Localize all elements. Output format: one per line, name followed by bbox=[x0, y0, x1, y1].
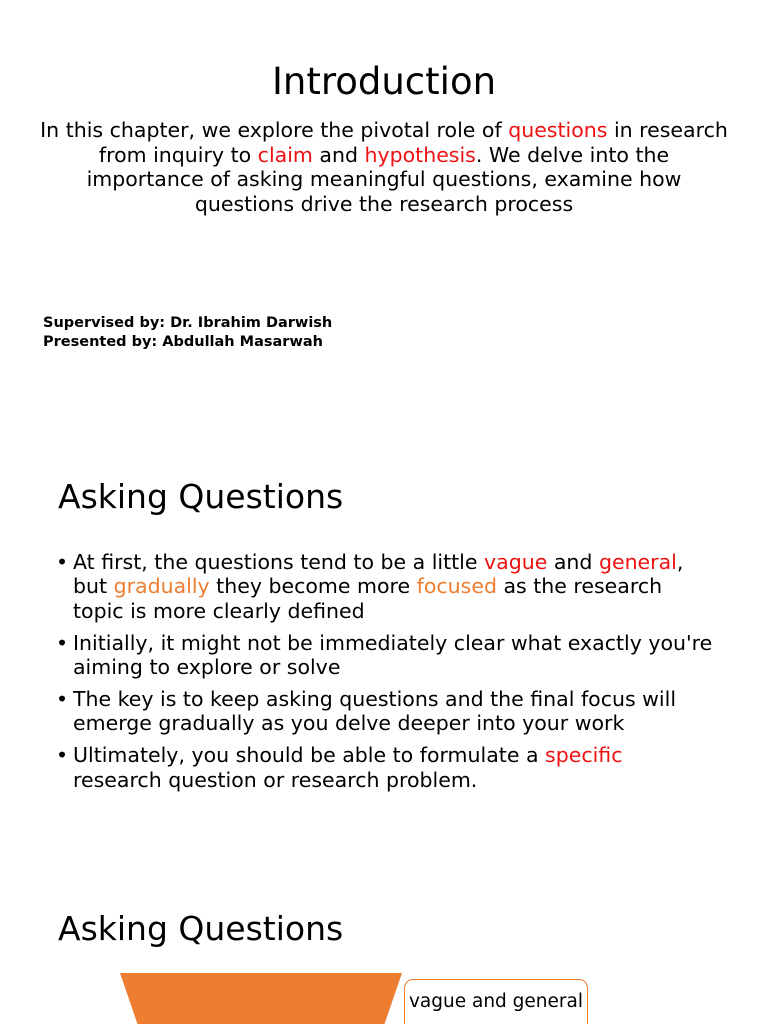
keyword-focused: focused bbox=[416, 574, 497, 599]
bullet-text: Initially, it might not be immediately clear what exactly you're aiming to explore or solve bbox=[73, 630, 713, 680]
credits bbox=[43, 314, 332, 352]
bullet-marker: • bbox=[56, 630, 69, 655]
bullet-marker: • bbox=[56, 743, 69, 768]
bullet-marker: • bbox=[56, 550, 69, 574]
keyword-questions: questions bbox=[508, 118, 608, 142]
intro-text-segment: and bbox=[312, 142, 365, 167]
funnel-top-trapezoid bbox=[120, 973, 402, 1024]
keyword-gradually: gradually bbox=[113, 574, 210, 599]
intro-text-segment: in research from inquiry to bbox=[98, 118, 728, 167]
bullet-marker: • bbox=[56, 687, 69, 712]
intro-text-segment: In this chapter, we explore the pivotal role of bbox=[40, 118, 509, 142]
bullet-text-segment: At first, the questions tend to be a little bbox=[73, 550, 485, 574]
bullet-item bbox=[56, 687, 716, 736]
keyword-vague: vague bbox=[484, 550, 548, 574]
slide-asking-questions-funnel bbox=[0, 890, 768, 1024]
bullet-text-segment: they become more bbox=[209, 574, 417, 599]
keyword-general: general bbox=[598, 550, 677, 574]
presented-by: Presented by: Abdullah Masarwah bbox=[43, 334, 323, 350]
stage-label-box: vague and general bbox=[404, 979, 588, 1024]
bullet-item bbox=[56, 743, 716, 792]
bullet-list bbox=[56, 550, 716, 800]
slide-title: Introduction bbox=[271, 60, 497, 103]
intro-paragraph bbox=[40, 118, 728, 216]
bullet-text-segment: research question or research problem. bbox=[73, 767, 478, 792]
bullet-text-segment: , but bbox=[73, 550, 684, 599]
bullet-text-segment: as the research topic is more clearly defined bbox=[73, 574, 663, 623]
funnel-shape bbox=[120, 973, 402, 1024]
keyword-specific: specific bbox=[545, 743, 623, 768]
slide-title: Asking Questions bbox=[58, 477, 344, 516]
bullet-text-segment: Ultimately, you should be able to formulate a bbox=[73, 743, 546, 768]
bullet-text: The key is to keep asking questions and the final focus will emerge gradually as you delve deeper into your work bbox=[73, 687, 677, 736]
bullet-text-segment: and bbox=[547, 550, 599, 574]
slide-title: Asking Questions bbox=[58, 909, 344, 948]
slide-asking-questions bbox=[0, 440, 768, 880]
keyword-claim: claim bbox=[257, 142, 313, 167]
slide-introduction bbox=[0, 0, 768, 420]
keyword-hypothesis: hypothesis bbox=[364, 142, 476, 167]
bullet-item bbox=[56, 631, 716, 680]
intro-text-segment: . We delve into the importance of asking meaningful questions, examine how questions drive the research process bbox=[86, 142, 682, 216]
bullet-item bbox=[56, 550, 716, 623]
supervised-by: Supervised by: Dr. Ibrahim Darwish bbox=[43, 315, 333, 331]
